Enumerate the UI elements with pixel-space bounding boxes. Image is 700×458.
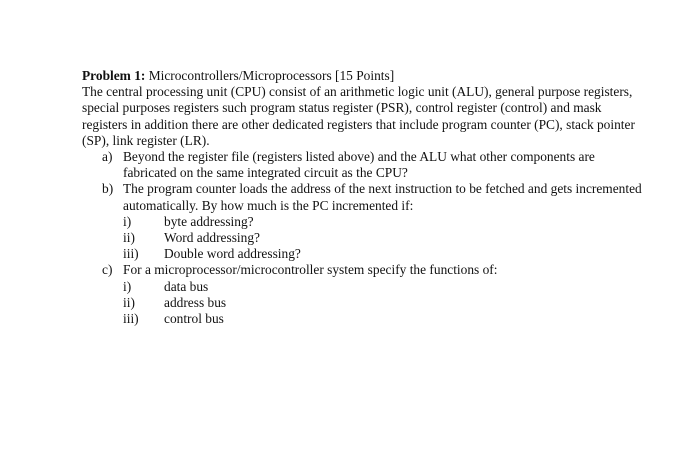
subquestion-text: Word addressing? xyxy=(164,230,260,246)
subquestion-item xyxy=(123,246,642,262)
question-a xyxy=(82,149,642,181)
problem-title: Microcontrollers/Microprocessors [15 Points] xyxy=(145,68,395,83)
question-b xyxy=(82,181,642,262)
problem-intro: The central processing unit (CPU) consist of an arithmetic logic unit (ALU), general purpose registers, special purposes registers such program status register (PSR), control register (control) and mask registers in addition there are other dedicated registers that include program counter (PC), stack pointer (SP), link register (LR). xyxy=(82,84,635,148)
question-text: The program counter loads the address of the next instruction to be fetched and gets incremented automatically. By how much is the PC incremented if: xyxy=(123,181,642,213)
subquestion-text: data bus xyxy=(164,278,209,294)
subquestion-text: control bus xyxy=(164,311,224,327)
subquestion-marker: iii) xyxy=(123,311,139,327)
question-text: Beyond the register file (registers listed above) and the ALU what other components are fabricated on the same integrated circuit as the CPU? xyxy=(123,149,595,181)
problem-label: Problem 1: xyxy=(82,68,146,83)
question-text: For a microprocessor/microcontroller system specify the functions of: xyxy=(123,262,498,278)
problem-document xyxy=(82,68,642,327)
question-c xyxy=(82,262,642,327)
subquestion-item xyxy=(123,311,642,327)
subquestion-item xyxy=(123,230,642,246)
subquestion-marker: ii) xyxy=(123,230,135,246)
question-list xyxy=(82,149,642,327)
subquestion-item xyxy=(123,279,642,295)
question-marker: c) xyxy=(102,262,113,278)
question-marker: b) xyxy=(102,181,114,197)
subquestion-text: Double word addressing? xyxy=(164,246,301,262)
subquestion-item xyxy=(123,214,642,230)
question-marker: a) xyxy=(102,149,113,165)
problem-heading xyxy=(82,68,642,84)
subquestion-item xyxy=(123,295,642,311)
subquestion-text: address bus xyxy=(164,294,227,310)
subquestion-text: byte addressing? xyxy=(164,213,254,229)
subquestion-marker: i) xyxy=(123,213,132,229)
subquestion-list xyxy=(123,214,642,263)
subquestion-marker: ii) xyxy=(123,294,135,310)
subquestion-marker: i) xyxy=(123,278,132,294)
subquestion-list xyxy=(123,279,642,328)
subquestion-marker: iii) xyxy=(123,246,139,262)
